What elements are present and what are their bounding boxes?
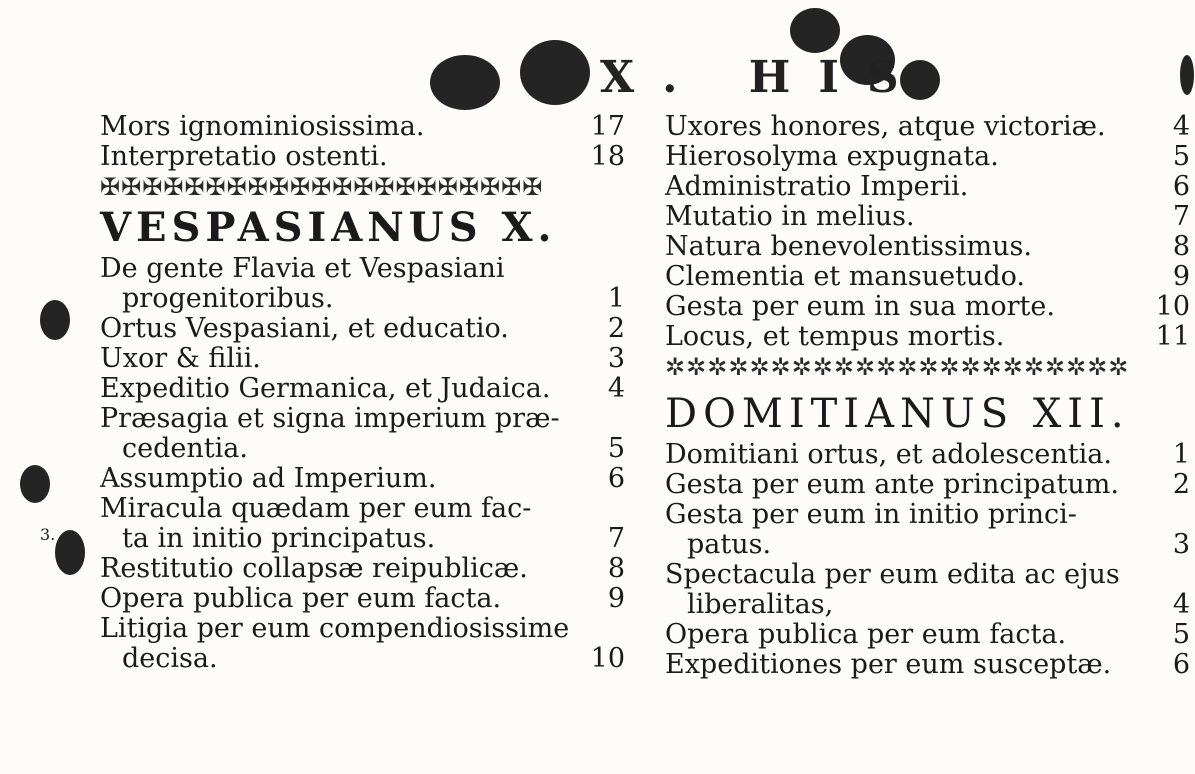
margin-mark: 3.: [40, 525, 56, 544]
running-header: X. HIS: [600, 52, 927, 103]
toc-entry: Assumptio ad Imperium. 6: [100, 463, 625, 494]
toc-entry: Uxor & filii. 3: [100, 343, 625, 374]
toc-entry: Domitiani ortus, et adolescentia. 1: [665, 439, 1190, 470]
right-column: [665, 112, 1190, 680]
toc-entry: Gesta per eum in initio princi-: [665, 499, 1077, 530]
ink-blot: [40, 300, 70, 340]
toc-entry: Interpretatio ostenti. 18: [100, 141, 625, 172]
toc-entry: Hierosolyma expugnata. 5: [665, 141, 1190, 172]
ink-blot: [430, 55, 500, 110]
section-title: VESPASIANUS X.: [100, 204, 557, 251]
ornament-divider: ✲✲✲✲✲✲✲✲✲✲✲✲✲✲✲✲✲✲✲✲✲✲: [665, 353, 1130, 381]
toc-entry: Expeditiones per eum susceptæ. 6: [665, 649, 1190, 680]
toc-entry: progenitoribus. 1: [122, 283, 625, 314]
toc-entry: Gesta per eum ante principatum. 2: [665, 469, 1190, 500]
toc-entry: cedentia. 5: [122, 433, 625, 464]
toc-entry: Expeditio Germanica, et Judaica. 4: [100, 373, 625, 404]
ink-blot: [55, 530, 85, 575]
toc-entry: decisa. 10: [122, 643, 625, 674]
toc-entry: patus. 3: [687, 529, 1190, 560]
ink-blot: [20, 465, 50, 503]
toc-entry: Clementia et mansuetudo. 9: [665, 261, 1190, 292]
toc-entry: Mutatio in melius. 7: [665, 201, 1190, 232]
toc-entry: Opera publica per eum facta. 9: [100, 583, 625, 614]
ink-blot: [1180, 55, 1194, 95]
toc-entry: Natura benevolentissimus. 8: [665, 231, 1190, 262]
toc-entry: Mors ignominiosissima. 17: [100, 111, 625, 142]
toc-entry: liberalitas, 4: [687, 589, 1190, 620]
section-title: DOMITIANUS XII.: [665, 391, 1130, 437]
toc-entry: Ortus Vespasiani, et educatio. 2: [100, 313, 625, 344]
toc-entry: Uxores honores, atque victoriæ. 4: [665, 111, 1190, 142]
toc-entry: Opera publica per eum facta. 5: [665, 619, 1190, 650]
toc-entry: Locus, et tempus mortis. 11: [665, 321, 1190, 352]
toc-entry: Spectacula per eum edita ac ejus: [665, 559, 1120, 590]
ink-blot: [790, 8, 840, 53]
toc-entry: Miracula quædam per eum fac-: [100, 493, 532, 524]
toc-entry: Administratio Imperii. 6: [665, 171, 1190, 202]
toc-entry: Restitutio collapsæ reipublicæ. 8: [100, 553, 625, 584]
toc-entry: Præsagia et signa imperium præ-: [100, 403, 560, 434]
ink-blot: [520, 40, 590, 105]
toc-entry: Litigia per eum compendiosissime: [100, 613, 570, 644]
left-column: [100, 112, 625, 674]
toc-entry: ta in initio principatus. 7: [122, 523, 625, 554]
ornament-divider: ✠✠✠✠✠✠✠✠✠✠✠✠✠✠✠✠✠✠✠✠✠: [100, 173, 544, 201]
toc-entry: De gente Flavia et Vespasiani: [100, 253, 505, 284]
toc-entry: Gesta per eum in sua morte. 10: [665, 291, 1190, 322]
